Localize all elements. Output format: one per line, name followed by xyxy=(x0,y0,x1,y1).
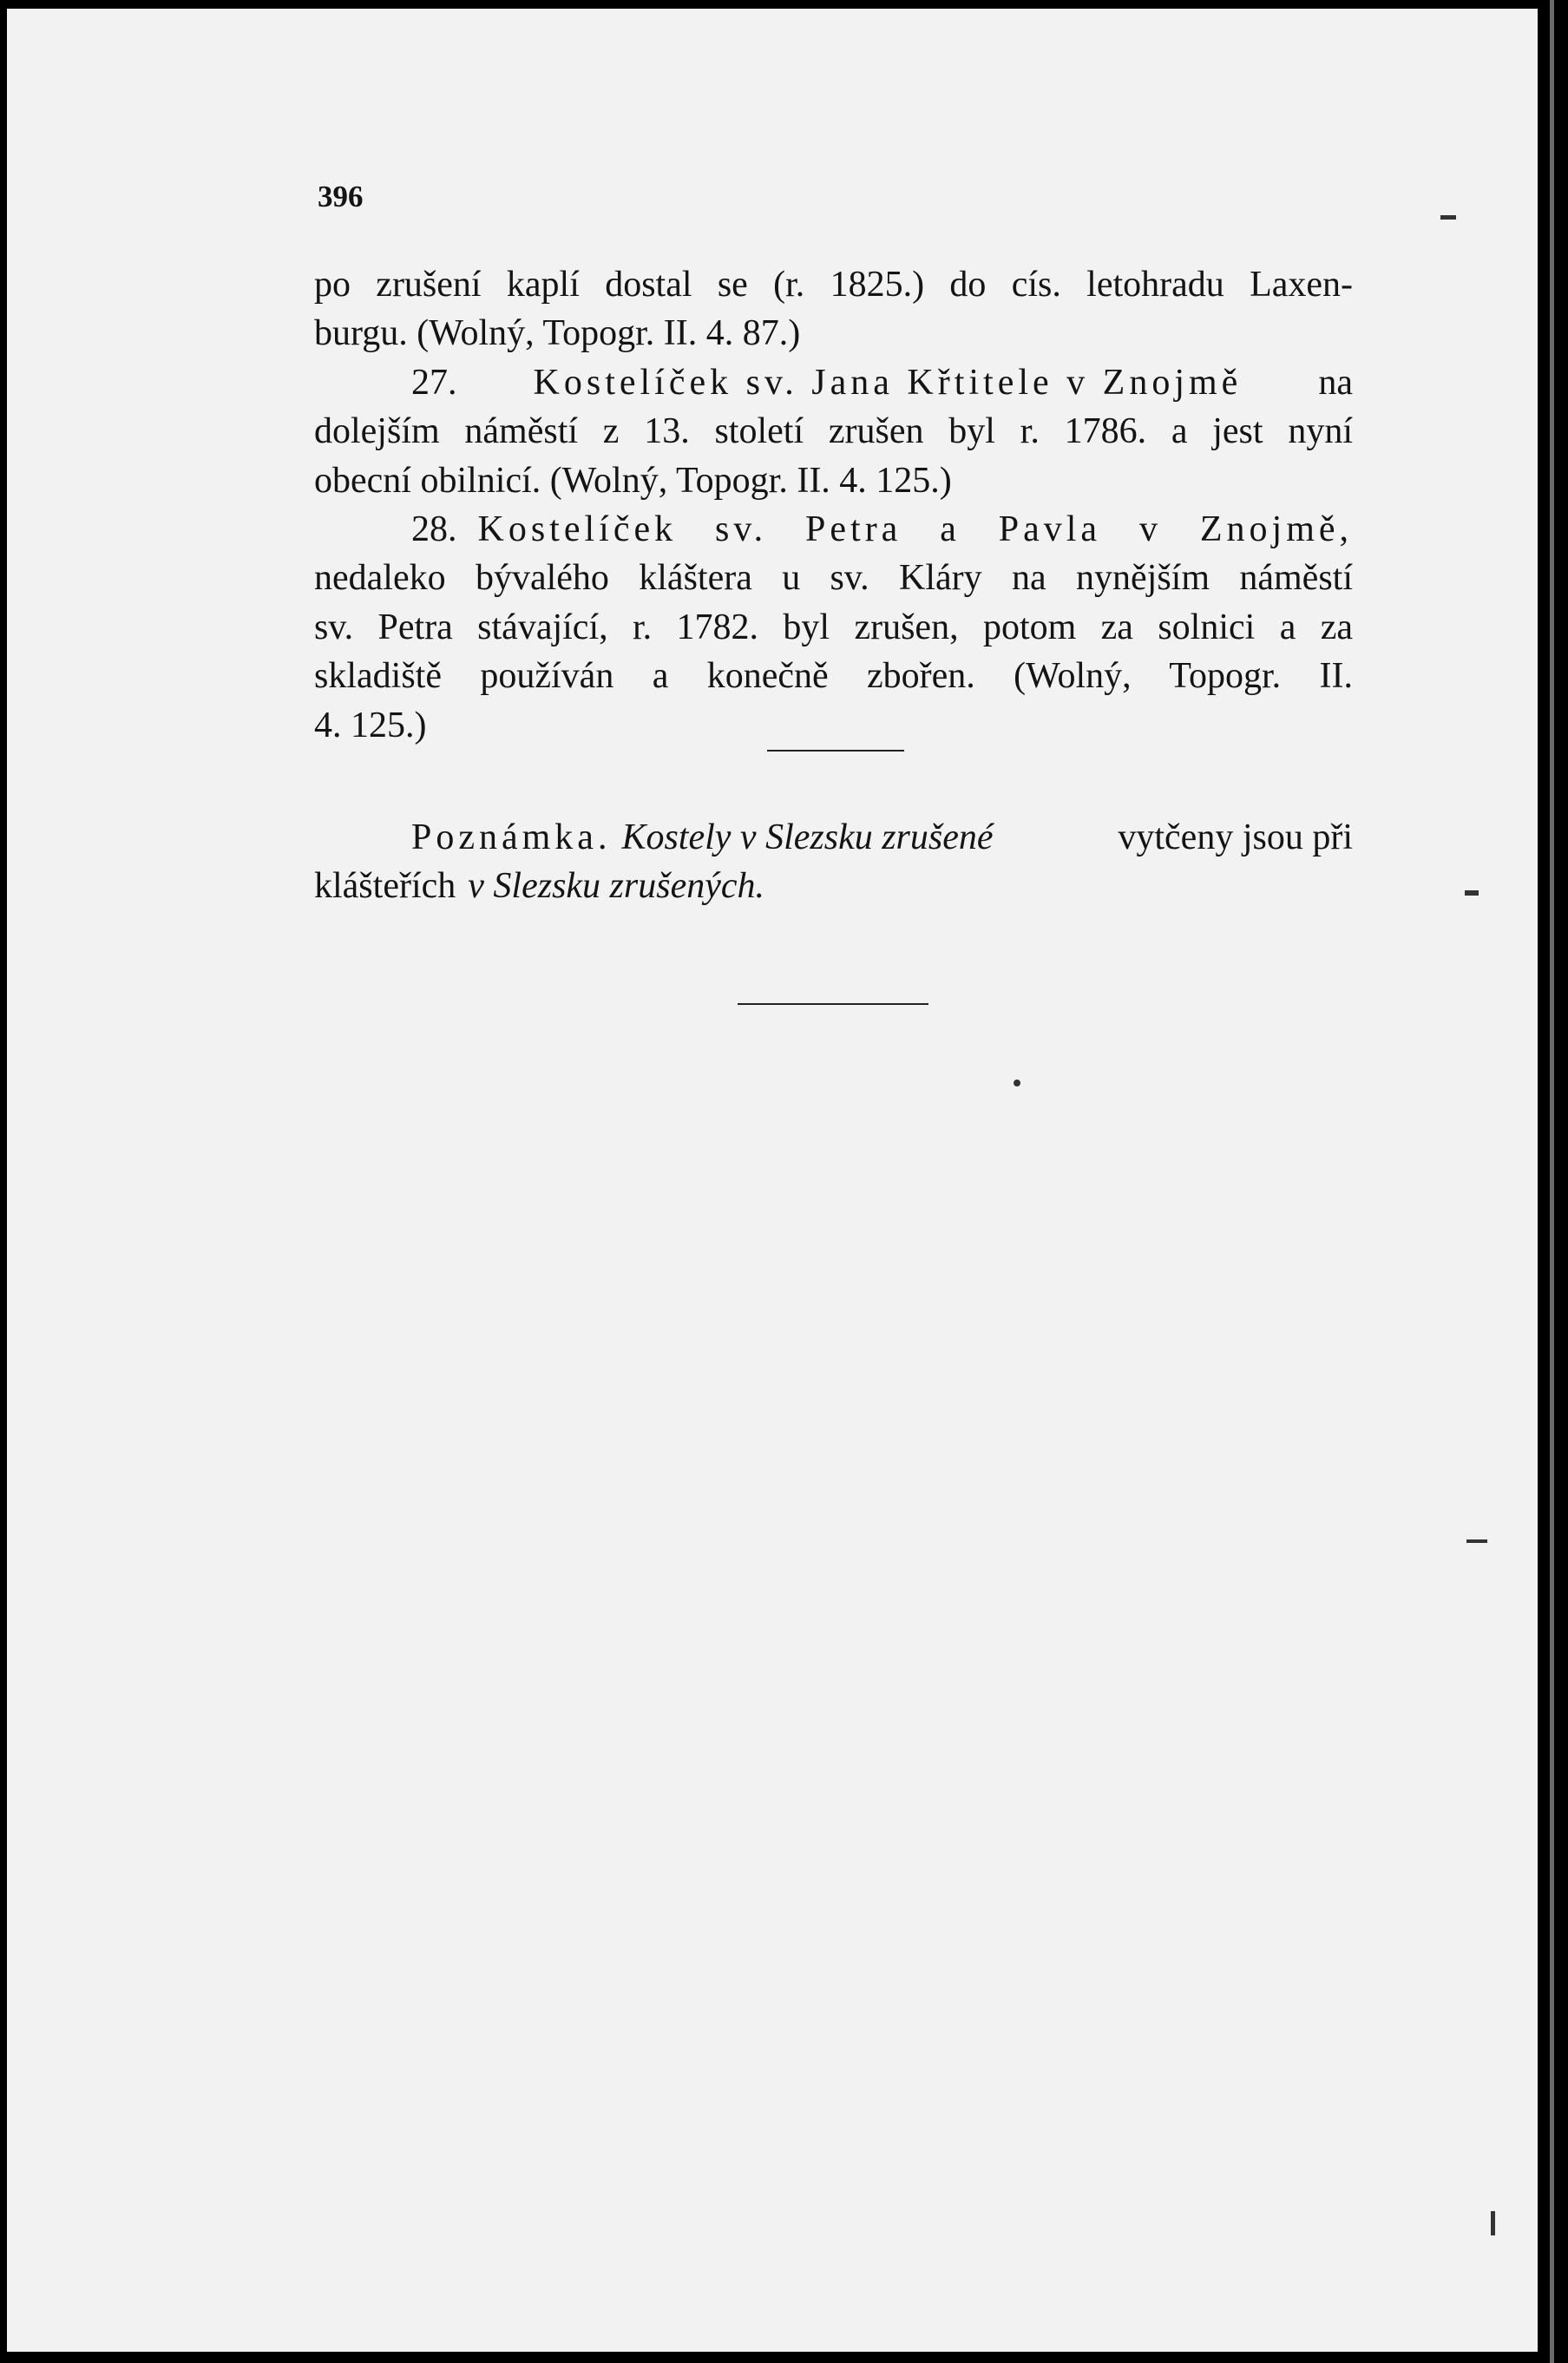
entry-28-number: 28. xyxy=(411,509,457,549)
scan-speck xyxy=(1014,1080,1020,1086)
entry-28-title: Kostelíček sv. Petra a Pavla v Znojmě, xyxy=(477,509,1353,549)
page-edge-line xyxy=(1550,0,1554,2363)
note-italic-2: v Slezsku zrušených. xyxy=(468,866,765,907)
line-7-text: nedaleko bývalého kláštera u sv. Kláry na nynějším náměstí xyxy=(314,558,1353,599)
line-5-text: obecní obilnicí. (Wolný, Topogr. II. 4. 125.) xyxy=(314,460,952,501)
line-8-text: sv. Petra stávající, r. 1782. byl zrušen, potom za solnici a za xyxy=(314,607,1353,647)
line-9-text: skladiště používán a konečně zbořen. (Wolný, Topogr. II. xyxy=(314,656,1353,697)
scan-speck xyxy=(1440,215,1456,220)
note-line-1 xyxy=(314,813,1353,862)
text-line-9 xyxy=(314,652,1353,700)
scan-speck xyxy=(1491,2211,1495,2235)
footnote xyxy=(314,813,1353,911)
note-label: Poznámka. xyxy=(411,817,612,857)
line-2-text: burgu. (Wolný, Topogr. II. 4. 87.) xyxy=(314,313,801,354)
body-text xyxy=(314,260,1353,750)
scan-speck xyxy=(1465,890,1479,896)
note-text-1: vytčeny jsou při xyxy=(1118,817,1353,857)
note-italic-1: Kostely v Slezsku zrušené xyxy=(621,817,994,857)
text-line-4 xyxy=(314,407,1353,456)
text-line-3 xyxy=(314,358,1353,407)
entry-27-line-end: na xyxy=(1318,362,1353,403)
line-4-text: dolejším náměstí z 13. století zrušen byl r. 1786. a jest nyní xyxy=(314,411,1353,452)
text-line-7 xyxy=(314,554,1353,602)
text-line-5 xyxy=(314,456,1353,505)
line-1-text: po zrušení kaplí dostal se (r. 1825.) do cís. letohradu Laxen- xyxy=(314,265,1353,305)
entry-27-number: 27. xyxy=(411,362,457,403)
text-line-10 xyxy=(314,701,1353,750)
page-number: 396 xyxy=(318,180,364,213)
end-divider xyxy=(738,1003,928,1005)
text-line-1 xyxy=(314,260,1353,309)
line-10-text: 4. 125.) xyxy=(314,705,427,745)
scan-speck xyxy=(1466,1539,1487,1543)
scan-right-border xyxy=(1538,0,1568,2363)
entry-27-title: Kostelíček sv. Jana Křtitele v Znojmě xyxy=(533,362,1243,403)
text-line-6 xyxy=(314,505,1353,554)
section-divider xyxy=(767,750,904,752)
note-line-2 xyxy=(314,862,1353,910)
text-line-2 xyxy=(314,309,1353,358)
text-line-8 xyxy=(314,603,1353,652)
note-text-2: klášteřích xyxy=(314,866,456,907)
